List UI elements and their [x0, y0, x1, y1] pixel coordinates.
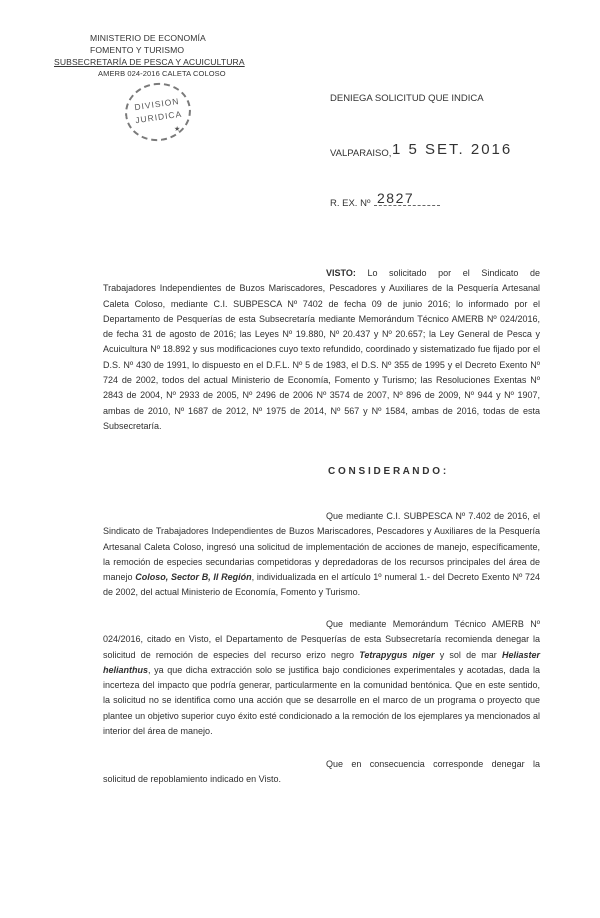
p2-lead: Que mediante Memorándum Técnico AMERB Nº: [326, 619, 540, 629]
p3-text-a: solicitud de repoblamiento indicado en Visto.: [103, 774, 281, 785]
p2-text-c: , ya que dicha extracción solo se justifica bajo condiciones experimentales y acotadas, dada la incerteza del impacto que podría generar, particularmente en la comunidad bentónica. Que en este sentido, la solicitud no se identifica como una acción que se desarrolle en el marco de un programa o proyecto que plantee un objetivo superior cuyo éxito esté condicionado a la remoción de los ejemplares ya mencionados al interior del área de manejo.: [103, 664, 540, 737]
p2-species-2: Heliaster helianthus: [103, 649, 540, 675]
rex-number-underline: [374, 205, 440, 206]
header-reference: AMERB 024-2016 CALETA COLOSO: [98, 69, 226, 78]
considerando-heading: C O N S I D E R A N D O :: [328, 466, 447, 477]
p1-area-name: Coloso, Sector B, II Región: [135, 572, 252, 583]
stamp-line-2: JURIDICA: [134, 108, 183, 126]
p2-text-b: y sol de mar: [439, 649, 497, 660]
resolution-date: 1 5 SET. 2016: [392, 141, 513, 158]
p2-text-a: 024/2016, citado en Visto, el Departamento de Pesquerías de esta Subsecretaría recomienda denegar la solicitud de remoción de especies del recurso erizo negro: [103, 634, 540, 660]
considerando-paragraph-3: [103, 757, 540, 788]
p1-lead: Que mediante C.I. SUBPESCA Nº 7.402 de 2016, el: [326, 511, 540, 521]
resolution-subject: DENIEGA SOLICITUD QUE INDICA: [330, 93, 484, 104]
considerando-paragraph-2: [103, 617, 540, 739]
p1-text-b: , individualizada en el artículo 1º numeral 1.- del Decreto Exento Nº 724 de 2002, del actual Ministerio de Economía, Fomento y Turismo.: [103, 572, 540, 598]
visto-label: VISTO:: [326, 268, 356, 278]
considerando-paragraph-1: [103, 509, 540, 601]
visto-text: Lo solicitado por el Sindicato de Trabajadores Independientes de Buzos Mariscadores, Pescadores y Auxiliares de la Pesquería Artesanal Caleta Coloso, mediante C.I. SUBPESCA Nº 7402 de fecha 09 de junio 2016; lo informado por el Departamento de Pesquerías de esta Subsecretaría mediante Memorándum Técnico AMERB Nº 024/2016, de fecha 31 de agosto de 2016; las Leyes Nº 19.880, Nº 20.437 y Nº 20.657; la Ley General de Pesca y Acuicultura Nº 18.892 y sus modificaciones cuyo texto refundido, coordinado y sistematizado fue fijado por el D.S. Nº 430 de 1991, lo dispuesto en el D.F.L. Nº 5 de 1983, el D.S. Nº 355 de 1995 y el Decreto Exento Nº 724 de 2002, todos del actual Ministerio de Economía, Fomento y Turismo; las Resoluciones Exentas Nº 2843 de 2004, Nº 2933 de 2005, Nº 2496 de 2006 Nº 3574 de 2007, Nº 896 de 2009, Nº 944 y Nº 1907, ambas de 2010, Nº 1687 de 2012, Nº 1975 de 2014, Nº 567 y Nº 1584, ambas de 2016, todas de esta Subsecretaría.: [103, 268, 540, 431]
rex-number: 2827: [377, 190, 415, 206]
header-ministry: MINISTERIO DE ECONOMÍA: [90, 33, 206, 43]
p1-text-a: Sindicato de Trabajadores Independientes de Buzos Mariscadores, Pescadores y Auxiliares de la Pesquería Artesanal Caleta Coloso, ingresó una solicitud de implementación de acciones de manejo, específicamente, la remoción de especies secundarias competidoras y depredadoras de los recursos principales del área de manejo: [103, 526, 540, 583]
place-label: VALPARAISO,: [330, 148, 392, 159]
rex-label: R. EX. Nº: [330, 198, 371, 209]
p3-lead: Que en consecuencia corresponde denegar la: [326, 759, 540, 769]
visto-paragraph: [103, 266, 540, 434]
stamp-line-1: DIVISION: [133, 95, 181, 113]
p2-species-1: Tetrapygus niger: [359, 649, 435, 660]
division-juridica-stamp: [121, 79, 194, 146]
header-subsecretaria: SUBSECRETARÍA DE PESCA Y ACUICULTURA: [54, 57, 245, 67]
stamp-star-icon: ★: [174, 126, 181, 133]
header-fomento: FOMENTO Y TURISMO: [90, 45, 185, 55]
